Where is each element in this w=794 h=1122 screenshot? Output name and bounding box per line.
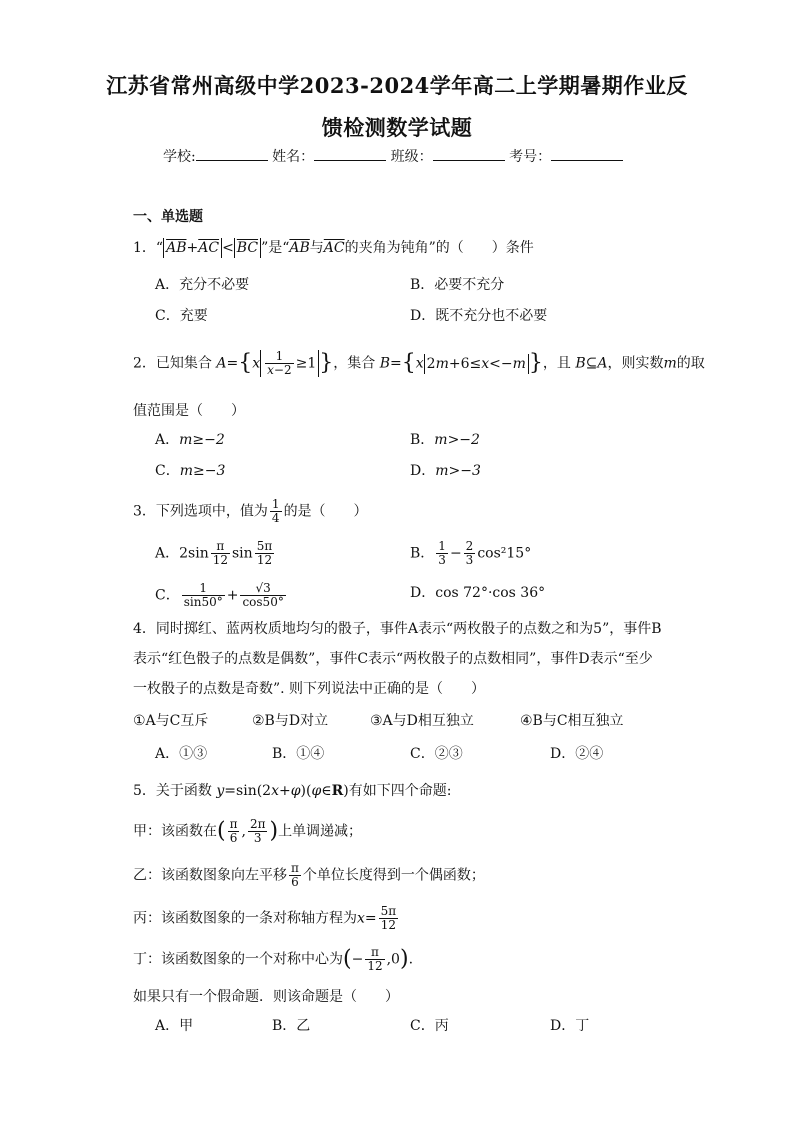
field-id-blank[interactable] (551, 148, 623, 161)
question-5-stem: 5．关于函数 y=sin(2x+φ)(φ∈R)有如下四个命题: (133, 783, 452, 799)
info-fields (163, 147, 623, 167)
question-2-stem: 2．已知集合 A={x $\frac{1}{x-2}$ ≥1 }，集合 B={x 2m+6≤x<−m }，且 B⊆A，则实数m的取 (133, 349, 705, 377)
q5-proposition-yi: 乙：该函数图象向左平移 $\frac{\pi}{6}$ 个单位长度得到一个偶函数； (133, 861, 485, 889)
question-4-line3: 一枚骰子的点数是奇数”. 则下列说法中正确的是（ ） (133, 681, 486, 697)
q4-statement-3: ③A与D相互独立 (370, 713, 474, 729)
q3-option-b[interactable]: B． $\frac{1}{3}$ − $\frac{2}{3}$ cos²15° (410, 539, 532, 567)
q5-option-b[interactable]: B．乙 (272, 1018, 311, 1034)
q5-proposition-ding: 丁：该函数图象的一个对称中心为(− $\frac{\pi}{12}$ ,0). (133, 945, 414, 973)
question-4-line1: 4．同时掷红、蓝两枚质地均匀的骰子，事件A表示“两枚骰子的点数之和为5”，事件B (133, 621, 662, 637)
q3-option-a[interactable]: A．2sin $\frac{\pi}{12}$ sin $\frac{5\pi}{12}$ (155, 539, 273, 567)
field-class-label: 班级： (390, 149, 433, 165)
q4-statement-1: ①A与C互斥 (133, 713, 209, 729)
q4-option-a[interactable]: A．①③ (155, 746, 208, 762)
q3-option-d[interactable]: D．cos 72°·cos 36° (410, 585, 546, 601)
q5-last-line: 如果只有一个假命题．则该命题是（ ） (133, 989, 399, 1005)
page-title-line1: 江苏省常州高级中学2023-2024学年高二上学期暑期作业反 (106, 73, 688, 98)
q1-option-a[interactable]: A．充分不必要 (155, 277, 250, 293)
q5-option-d[interactable]: D．丁 (550, 1018, 590, 1034)
q2-option-c[interactable]: C．m≥−3 (155, 463, 226, 479)
q5-option-a[interactable]: A．甲 (155, 1018, 194, 1034)
field-id-label: 考号： (509, 149, 552, 165)
field-class-blank[interactable] (433, 148, 505, 161)
q4-option-d[interactable]: D．②④ (550, 746, 604, 762)
q4-statement-4: ④B与C相互独立 (520, 713, 624, 729)
field-name-label: 姓名： (272, 149, 315, 165)
question-4-line2: 表示“红色骰子的点数是偶数”，事件C表示“两枚骰子的点数相同”，事件D表示“至少 (133, 651, 653, 667)
page-title-line2: 馈检测数学试题 (321, 115, 473, 140)
q1-option-d[interactable]: D．既不充分也不必要 (410, 308, 548, 324)
q2-option-b[interactable]: B．m>−2 (410, 432, 480, 448)
q2-option-d[interactable]: D．m>−3 (410, 463, 481, 479)
q4-option-b[interactable]: B．①④ (272, 746, 325, 762)
q1-option-c[interactable]: C．充要 (155, 308, 208, 324)
q1-option-b[interactable]: B．必要不充分 (410, 277, 505, 293)
question-1-stem: 1．“ $\overline{AB}+\overline{AC} < \overline{BC}$ ”是“$\overline{AB}$与$\overline{AC}$的夹角为钝角”的（ ）条件 (133, 240, 534, 256)
q5-option-c[interactable]: C．丙 (410, 1018, 449, 1034)
question-2-line2: 值范围是（ ） (133, 403, 245, 419)
q5-proposition-jia: 甲：该函数在( $\frac{\pi}{6}$ , $\frac{2\pi}{3}$ )上单调递减； (133, 817, 363, 845)
field-school-label: 学校: (163, 149, 196, 165)
field-name-blank[interactable] (314, 148, 386, 161)
q2-option-a[interactable]: A．m≥−2 (155, 432, 225, 448)
question-3-stem: 3．下列选项中，值为 $\frac{1}{4}$ 的是（ ） (133, 497, 368, 525)
q3-option-c[interactable]: C． $\frac{1}{\sin 50^\circ}$ + $\frac{√3}{\cos 50^\circ}$ (155, 581, 284, 609)
q5-proposition-bing: 丙：该函数图象的一条对称轴方程为x= $\frac{5\pi}{12}$ (133, 904, 397, 932)
q4-option-c[interactable]: C．②③ (410, 746, 463, 762)
q4-statement-2: ②B与D对立 (252, 713, 329, 729)
field-school-blank[interactable] (196, 148, 268, 161)
section-title: 一、单选题 (133, 209, 203, 225)
